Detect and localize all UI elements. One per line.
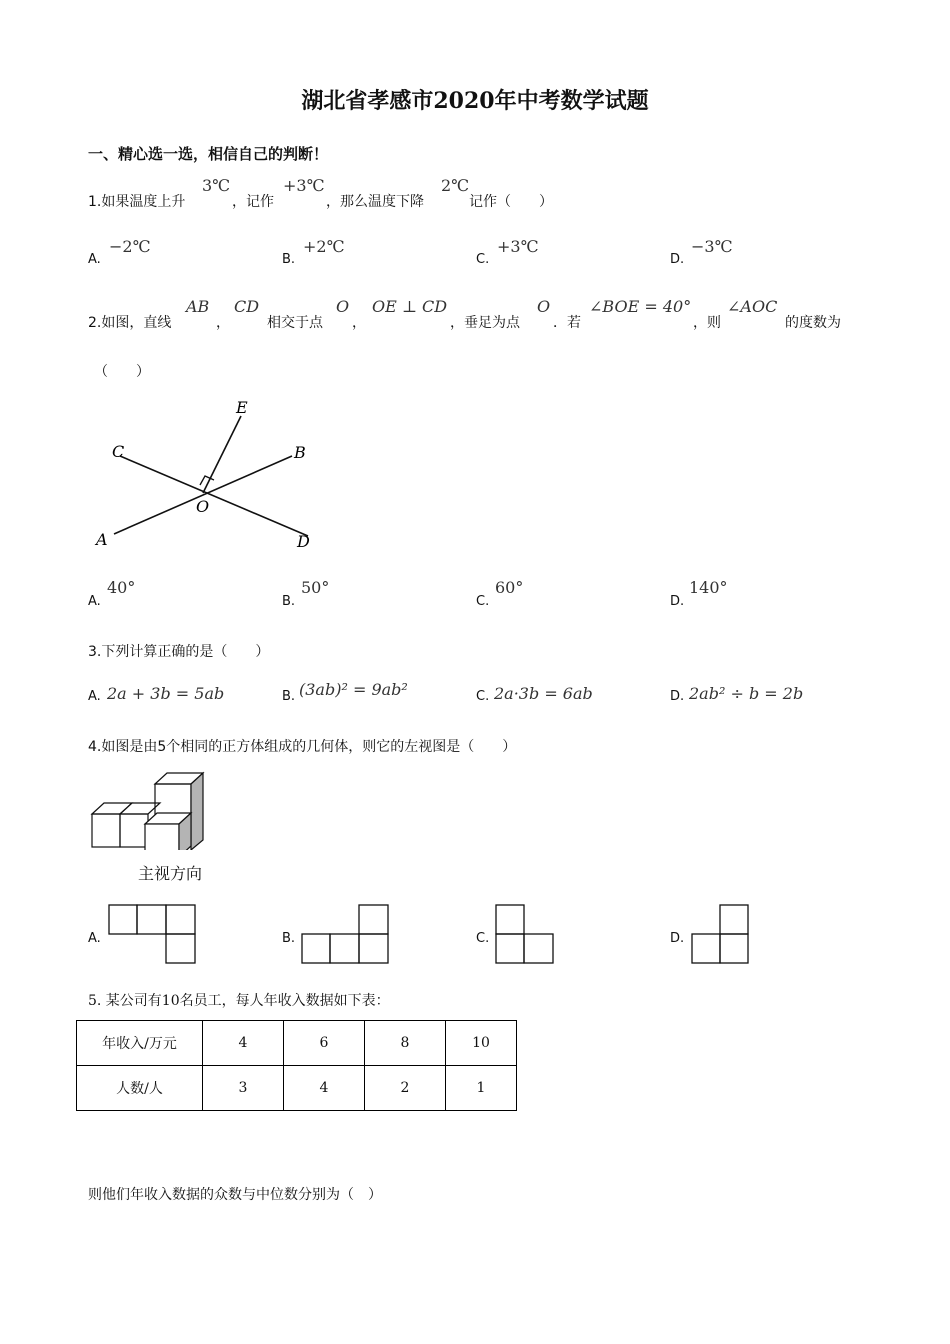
q3-option-a-math: 2a + 3b = 5ab [107, 684, 225, 703]
table-row [77, 1066, 517, 1111]
page-title: 湖北省孝感市2020年中考数学试题 [301, 88, 649, 114]
q4-option-b-letter: B. [282, 931, 296, 946]
q4-view-label: 主视方向 [138, 864, 203, 883]
q1-option-c-math: +3℃ [497, 237, 539, 256]
q1-option-a-math: −2℃ [109, 237, 151, 256]
q3-text: 3.下列计算正确的是（ ） [88, 644, 270, 660]
q4-option-c-letter: C. [476, 931, 490, 946]
q3-option-c-math: 2a·3b = 6ab [494, 684, 593, 703]
label-b: B [294, 443, 306, 462]
table-cell: 8 [365, 1021, 446, 1066]
q1-option-d-letter: D. [670, 252, 685, 267]
q2-option-c-letter: C. [476, 594, 490, 609]
q2-text-1: 2.如图，直线 [88, 315, 172, 331]
q1-text-1: 1.如果温度上升 [88, 194, 186, 210]
label-a: A [96, 530, 108, 549]
q4-option-a-view [108, 904, 198, 966]
q5-question: 则他们年收入数据的众数与中位数分别为（ ） [88, 1187, 382, 1203]
table-cell: 4 [284, 1066, 365, 1111]
cube-front-2 [120, 814, 148, 847]
q1-text-4: 记作（ ） [469, 194, 553, 210]
q2-figure [88, 392, 328, 557]
table-cell: 年收入/万元 [77, 1021, 203, 1066]
q2-option-d-math: 140° [689, 578, 728, 597]
q1-text-2: ，记作 [232, 194, 274, 210]
q2-option-a-math: 40° [107, 578, 136, 597]
cube-front-1 [92, 814, 120, 847]
label-d: D [297, 532, 310, 551]
q1-option-a-letter: A. [88, 252, 101, 267]
q1-math-3: 2℃ [441, 176, 470, 195]
q2-text-3: 相交于点 [267, 315, 323, 331]
q1-option-d-math: −3℃ [691, 237, 733, 256]
label-c: C [112, 442, 125, 461]
table-cell: 3 [203, 1066, 284, 1111]
q3-option-d-letter: D. [670, 689, 685, 704]
q1-math-1: 3℃ [202, 176, 231, 195]
q3-option-c-letter: C. [476, 689, 490, 704]
q5-income-table [76, 1020, 517, 1111]
q2-math-o1: O [336, 297, 350, 316]
q2-text-2: ， [216, 315, 230, 331]
q1-option-b-letter: B. [282, 252, 296, 267]
label-e: E [236, 398, 248, 417]
q1-math-2: +3℃ [283, 176, 325, 195]
table-cell: 6 [284, 1021, 365, 1066]
cube-top-2 [120, 803, 160, 814]
q3-option-a-letter: A. [88, 689, 101, 704]
q2-text-6: ．若 [553, 315, 581, 331]
q4-solid-figure [88, 768, 218, 850]
q2-math-perp: OE ⊥ CD [372, 297, 448, 316]
q2-math-o2: O [537, 297, 551, 316]
q2-math-cd: CD [234, 297, 260, 316]
q2-option-a-letter: A. [88, 594, 101, 609]
q2-option-d-letter: D. [670, 594, 685, 609]
q2-text-4: ， [352, 315, 366, 331]
q3-option-d-math: 2ab² ÷ b = 2b [689, 684, 804, 703]
q2-option-c-math: 60° [495, 578, 524, 597]
label-o: O [196, 497, 210, 516]
q4-option-d-view [691, 904, 755, 966]
table-cell: 1 [446, 1066, 517, 1111]
q2-math-angle-boe: ∠BOE = 40° [589, 297, 692, 316]
q1-option-b-math: +2℃ [303, 237, 345, 256]
q2-option-b-letter: B. [282, 594, 296, 609]
q1-text-3: ，那么温度下降 [326, 194, 424, 210]
table-cell: 10 [446, 1021, 517, 1066]
q4-option-c-view [495, 904, 559, 966]
cube-side-shade [191, 773, 203, 850]
q2-math-ab: AB [186, 297, 210, 316]
q2-text-8: 的度数为 [785, 315, 841, 331]
q1-option-c-letter: C. [476, 252, 490, 267]
table-cell: 人数/人 [77, 1066, 203, 1111]
table-row [77, 1021, 517, 1066]
q2-paren: （ ） [94, 364, 150, 380]
line-cd [120, 456, 308, 536]
q4-option-d-letter: D. [670, 931, 685, 946]
q3-option-b-math: (3ab)² = 9ab² [299, 680, 408, 699]
table-cell: 2 [365, 1066, 446, 1111]
q2-option-b-math: 50° [301, 578, 330, 597]
line-ab [114, 456, 292, 534]
cube-front-front [145, 824, 179, 850]
q4-option-a-letter: A. [88, 931, 101, 946]
q2-math-angle-aoc: ∠AOC [727, 297, 778, 316]
q4-option-b-view [301, 904, 393, 966]
table-cell: 4 [203, 1021, 284, 1066]
q2-text-5: ，垂足为点 [450, 315, 520, 331]
q2-text-7: ，则 [693, 315, 721, 331]
q5-text: 5. 某公司有10名员工，每人年收入数据如下表： [88, 993, 390, 1009]
section-heading: 一、精心选一选，相信自己的判断！ [88, 145, 329, 163]
q4-text: 4.如图是由5个相同的正方体组成的几何体，则它的左视图是（ ） [88, 739, 517, 755]
q3-option-b-letter: B. [282, 689, 296, 704]
